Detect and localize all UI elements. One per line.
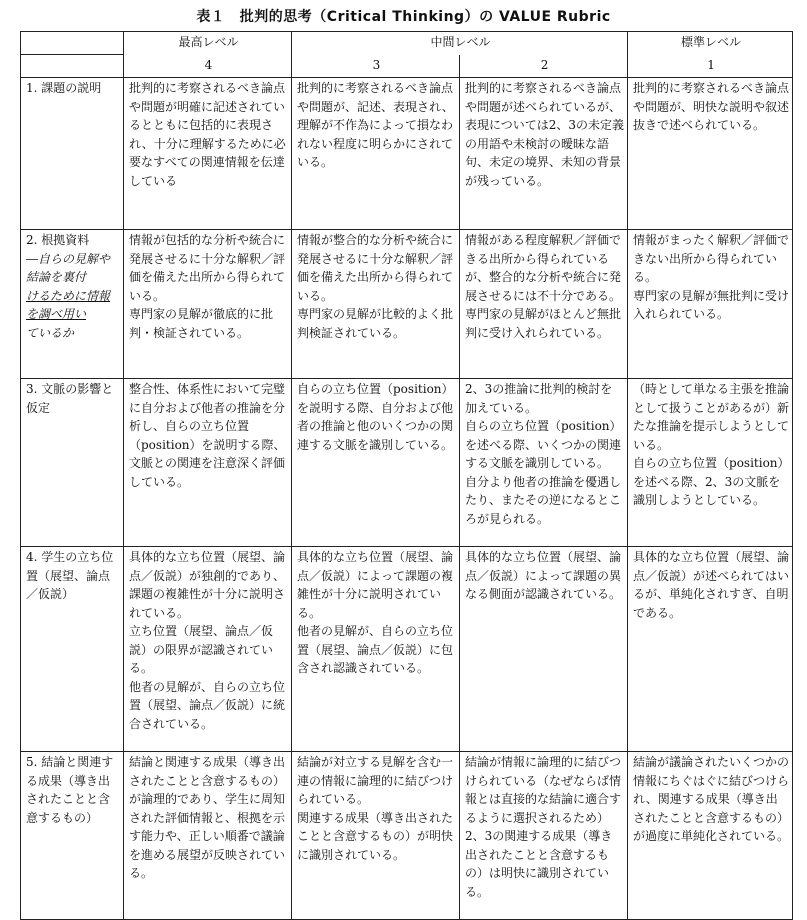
row-head-evidence-desc-2: けるために情報を調べ用い xyxy=(26,288,111,321)
row-head-evidence-desc-3: ているか xyxy=(26,325,75,340)
corner-cell-lower xyxy=(21,55,124,78)
score-4: 4 xyxy=(124,55,292,78)
row-head-position: 4. 学生の立ち位置（展望、論点／仮説） xyxy=(21,547,124,752)
level-mid: 中間レベル xyxy=(292,32,628,55)
table-cell: 自らの立ち位置（position）を説明する際、自分および他者の推論と他のいくつかの関連する文脈を識別している。 xyxy=(292,379,460,547)
table-cell: 具体的な立ち位置（展望、論点／仮説）によって課題の異なる側面が認識されている。 xyxy=(460,547,628,752)
table-cell: 2、3の推論に批判的検討を加えている。 自らの立ち位置（position）を述べる際、いくつかの関連する文脈を識別している。 自分より他者の推論を優遇したり、またその逆になるところが見られる。 xyxy=(460,379,628,547)
score-header-row xyxy=(21,55,793,78)
row-head-evidence-desc-1: ―自らの見解や結論を裏付 xyxy=(26,251,111,284)
table-cell: 結論が対立する見解を含む一連の情報に論理的に結びつけられている。 関連する成果（導き出されたことと含意するもの）が明快に識別されている。 xyxy=(292,752,460,920)
table-cell: 結論が情報に論理的に結びつけられている（なぜならば情報とは直接的な結論に適合するように選択されるため） 2、3の関連する成果（導き出されたことと含意するもの）は明快に識別されている。 xyxy=(460,752,628,920)
row-head-conclusion: 5. 結論と関連する成果（導き出されたことと含意するもの） xyxy=(21,752,124,920)
row-head-context: 3. 文脈の影響と仮定 xyxy=(21,379,124,547)
table-row xyxy=(21,230,793,379)
row-head-evidence-title: 2. 根拠資料 xyxy=(26,233,90,247)
level-high: 最高レベル xyxy=(124,32,292,55)
table-cell: 批判的に考察されるべき論点や問題が明確に記述されているとともに包括的に表現され、十分に理解するために必要なすべての関連情報を伝達している xyxy=(124,78,292,230)
table-cell: 具体的な立ち位置（展望、論点／仮説）によって課題の複雑性が十分に説明されている。 他者の見解が、自らの立ち位置（展望、論点／仮説）に包含され認識されている。 xyxy=(292,547,460,752)
table-cell: 情報がある程度解釈／評価できる出所から得られているが、整合的な分析や統合に発展させるには不十分である。 専門家の見解がほとんど無批判に受け入れられている。 xyxy=(460,230,628,379)
table-row xyxy=(21,547,793,752)
table-cell: 情報が整合的な分析や統合に発展させるに十分な解釈／評価を備えた出所から得られている。 専門家の見解が比較的よく批判検証されている。 xyxy=(292,230,460,379)
level-std: 標準レベル xyxy=(628,32,793,55)
table-cell: 情報がまったく解釈／評価できない出所から得られている。 専門家の見解が無批判に受け入れられている。 xyxy=(628,230,793,379)
table-cell: 整合性、体系性において完璧に自分および他者の推論を分析し、自らの立ち位置（position）を説明する際、文脈との関連を注意深く評価している。 xyxy=(124,379,292,547)
table-cell: 批判的に考察されるべき論点や問題が述べられているが、表現については2、3の未定義の用語や未検討の曖昧な語句、未定の境界、未知の背景が残っている。 xyxy=(460,78,628,230)
table-cell: 情報が包括的な分析や統合に発展させるに十分な解釈／評価を備えた出所から得られている。 専門家の見解が徹底的に批判・検証されている。 xyxy=(124,230,292,379)
table-row xyxy=(21,78,793,230)
table-cell: （時として単なる主張を推論として扱うことがあるが）新たな推論を提示しようとしている。 自らの立ち位置（position）を述べる際、2、3の文脈を識別しようとしている。 xyxy=(628,379,793,547)
table-cell: 結論と関連する成果（導き出されたことと含意するもの）が論理的であり、学生に周知された評価情報と、根拠を示す能力や、正しい順番で議論を進める展望が反映されている。 xyxy=(124,752,292,920)
table-title: 表１ 批判的思考（Critical Thinking）の VALUE Rubric xyxy=(196,9,611,25)
table-row xyxy=(21,752,793,920)
row-head-evidence xyxy=(21,230,124,379)
score-1: 1 xyxy=(628,55,793,78)
corner-cell xyxy=(21,32,124,55)
table-cell: 結論が議論されたいくつかの情報にちぐはぐに結びつけられ、関連する成果（導き出されたことと含意するもの）が過度に単純化されている。 xyxy=(628,752,793,920)
row-head-problem: 1. 課題の説明 xyxy=(21,78,124,230)
table-row xyxy=(21,379,793,547)
rubric-table xyxy=(20,31,793,920)
score-3: 3 xyxy=(292,55,460,78)
table-cell: 批判的に考察されるべき論点や問題が、記述、表現され、理解が不作為によって損なわれない程度に明らかにされている。 xyxy=(292,78,460,230)
score-2: 2 xyxy=(460,55,628,78)
table-cell: 批判的に考察されるべき論点や問題が、明快な説明や叙述抜きで述べられている。 xyxy=(628,78,793,230)
level-header-row xyxy=(21,32,793,55)
table-cell: 具体的な立ち位置（展望、論点／仮説）が述べられてはいるが、単純化されすぎ、自明である。 xyxy=(628,547,793,752)
table-cell: 具体的な立ち位置（展望、論点／仮説）が独創的であり、課題の複雑性が十分に説明されている。 立ち位置（展望、論点／仮説）の限界が認識されている。 他者の見解が、自らの立ち位置（展望、論点／仮説）に統合されている。 xyxy=(124,547,292,752)
